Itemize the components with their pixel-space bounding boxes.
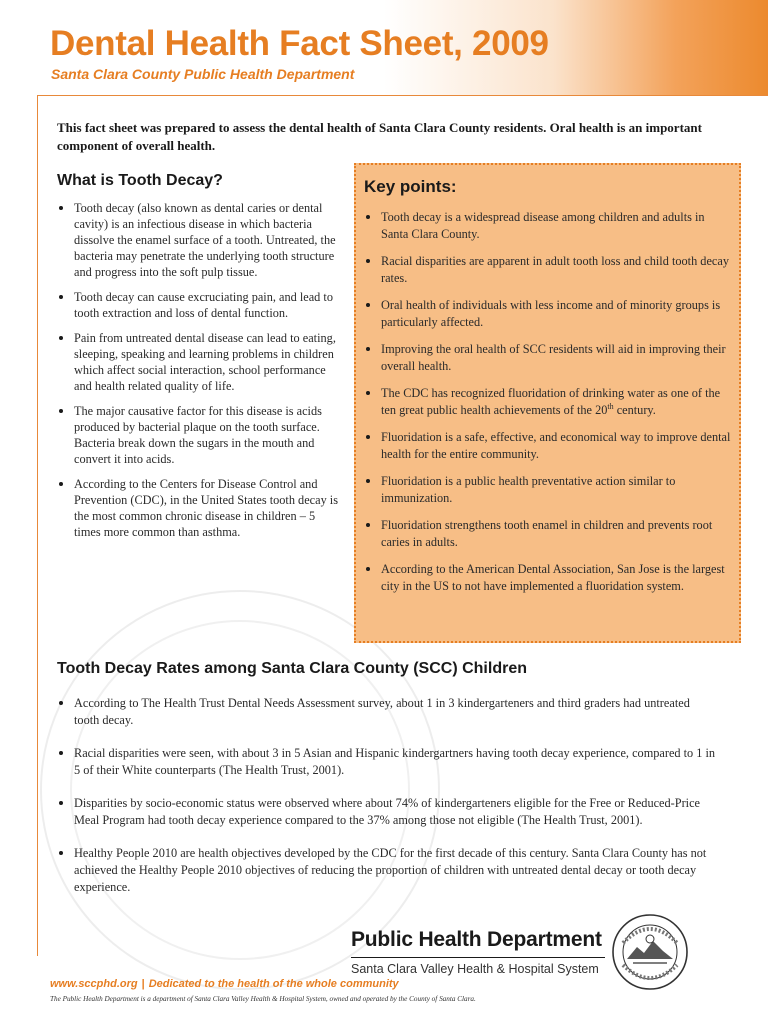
department-name: Public Health Department — [351, 928, 602, 951]
list-item: Improving the oral health of SCC residents will aid in improving their overall health. — [364, 341, 732, 374]
rates-list — [57, 695, 717, 912]
list-item — [364, 385, 732, 418]
list-item: Pain from untreated dental disease can lead to eating, sleeping, speaking and learning problems in children which affect social interaction, school performance and health related quality of life. — [57, 330, 343, 394]
list-item: The major causative factor for this disease is acids produced by bacterial plaque on the tooth surface. Bacteria break down the sugars in the mouth and convert it into acids. — [57, 403, 343, 467]
footer-separator: | — [141, 978, 145, 990]
footer-tagline: Dedicated to the health of the whole community — [148, 978, 399, 990]
footer-web-line — [50, 978, 399, 990]
cdc-point-suffix: century. — [613, 402, 656, 417]
list-item: Racial disparities are apparent in adult tooth loss and child tooth decay rates. — [364, 253, 732, 286]
health-system-name: Santa Clara Valley Health & Hospital System — [351, 962, 599, 976]
key-points-heading: Key points: — [364, 177, 457, 196]
list-item: Oral health of individuals with less income and of minority groups is particularly affected. — [364, 297, 732, 330]
list-item: Disparities by socio-economic status were observed where about 74% of kindergarteners eligible for the Free or Reduced-Price Meal Program had tooth decay experience compared to the 37% among those not eligible (The Health Trust, 2001). — [57, 795, 717, 829]
website-link[interactable]: www.sccphd.org — [50, 978, 138, 990]
tooth-decay-list — [57, 200, 343, 549]
list-item: Fluoridation is a safe, effective, and economical way to improve dental health for the entire community. — [364, 429, 732, 462]
list-item: Tooth decay is a widespread disease among children and adults in Santa Clara County. — [364, 209, 732, 242]
header-rule — [37, 95, 768, 96]
county-seal-icon — [611, 913, 689, 991]
footer-note: The Public Health Department is a department of Santa Clara Valley Health & Hospital System, owned and operated by the County of Santa Clara. — [50, 995, 476, 1003]
key-points-box — [354, 163, 741, 643]
tooth-decay-heading: What is Tooth Decay? — [57, 172, 223, 189]
left-margin-rule — [37, 96, 38, 956]
key-points-list — [364, 209, 732, 605]
page-title: Dental Health Fact Sheet, 2009 — [50, 24, 549, 63]
intro-paragraph: This fact sheet was prepared to assess the dental health of Santa Clara County residents. Oral health is an important component of overall health. — [57, 120, 702, 153]
superscript-th: th — [607, 401, 614, 411]
cdc-point-text: The CDC has recognized fluoridation of drinking water as one of the ten great public health achievements of the 20 — [381, 386, 721, 417]
list-item: Healthy People 2010 are health objectives developed by the CDC for the first decade of this century. Santa Clara County has not achieved the Healthy People 2010 objectives of reducing the proportion of children with untreated dental decay or tooth decay experience. — [57, 845, 717, 896]
department-rule — [351, 957, 605, 958]
list-item: Fluoridation strengthens tooth enamel in children and prevents root caries in adults. — [364, 517, 732, 550]
rates-heading: Tooth Decay Rates among Santa Clara County (SCC) Children — [57, 660, 527, 677]
list-item: According to The Health Trust Dental Needs Assessment survey, about 1 in 3 kindergarteners and third graders had untreated tooth decay. — [57, 695, 717, 729]
list-item: Fluoridation is a public health preventative action similar to immunization. — [364, 473, 732, 506]
list-item: Tooth decay can cause excruciating pain, and lead to tooth extraction and loss of dental function. — [57, 289, 343, 321]
list-item: Tooth decay (also known as dental caries or dental cavity) is an infectious disease in which bacteria dissolve the enamel surface of a tooth. Untreated, the bacteria may penetrate the underlying tooth structure and progress into the soft pulp tissue. — [57, 200, 343, 280]
page-subtitle: Santa Clara County Public Health Department — [51, 66, 355, 82]
list-item: According to the American Dental Association, San Jose is the largest city in the US to not have implemented a fluoridation system. — [364, 561, 732, 594]
list-item: According to the Centers for Disease Control and Prevention (CDC), in the United States tooth decay is the most common chronic disease in children – 5 times more common than asthma. — [57, 476, 343, 540]
list-item: Racial disparities were seen, with about 3 in 5 Asian and Hispanic kindergartners having tooth decay experience, compared to 1 in 5 of their White counterparts (The Health Trust, 2001). — [57, 745, 717, 779]
